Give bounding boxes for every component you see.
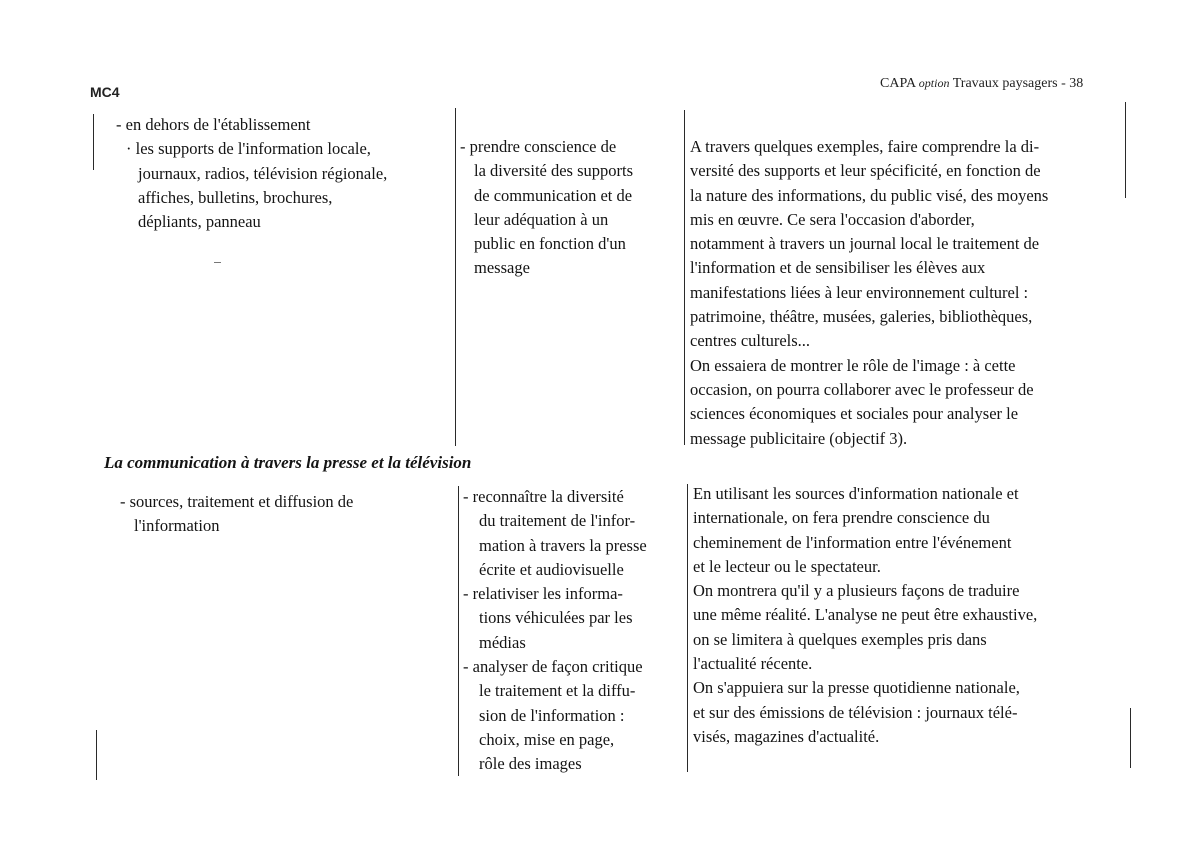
text-line: la diversité des supports: [474, 161, 634, 181]
text-line: - reconnaître la diversité: [463, 487, 624, 506]
text-line: leur adéquation à un: [474, 209, 609, 229]
section-title: La communication à travers la presse et la télévision: [104, 453, 472, 472]
block2-col1: [120, 490, 353, 539]
block1-col2: [460, 135, 633, 281]
text-line: message publicitaire (objectif 3).: [690, 428, 908, 448]
column-divider-2-bottom: [687, 484, 688, 772]
stray-mark: [214, 262, 221, 263]
text-line: A travers quelques exemples, faire comprendre la di-: [690, 137, 1040, 156]
column-divider-2-top: [684, 110, 685, 445]
block2-col3: [693, 482, 1037, 749]
text-line: On montrera qu'il y a plusieurs façons de traduire: [693, 581, 1020, 601]
header-suffix: Travaux paysagers - 38: [952, 76, 1084, 91]
text-line: - en dehors de l'établissement: [116, 115, 311, 134]
block1-col1: [116, 113, 387, 234]
text-line: sciences économiques et sociales pour analyser le: [690, 404, 1019, 424]
text-line: message: [474, 258, 530, 278]
text-line: En utilisant les sources d'information nationale et: [693, 484, 1019, 503]
text-line: de communication et de: [474, 185, 633, 205]
text-line: du traitement de l'infor-: [479, 511, 636, 531]
text-line: l'information: [134, 516, 220, 536]
text-line: et le lecteur ou le spectateur.: [693, 556, 881, 576]
left-border-top: [93, 114, 94, 170]
text-line: choix, mise en page,: [479, 729, 615, 749]
block2-col2: [463, 485, 647, 777]
module-code: MC4: [90, 84, 120, 100]
column-divider-1-top: [455, 108, 456, 446]
text-line: affiches, bulletins, brochures,: [138, 187, 333, 207]
text-line: centres culturels...: [690, 331, 811, 351]
text-line: patrimoine, théâtre, musées, galeries, bibliothèques,: [690, 307, 1033, 327]
header-prefix: CAPA: [880, 76, 916, 91]
text-line: public en fonction d'un: [474, 234, 626, 254]
text-line: On s'appuiera sur la presse quotidienne nationale,: [693, 678, 1020, 698]
text-line: la nature des informations, du public visé, des moyens: [690, 185, 1049, 205]
text-line: internationale, on fera prendre conscience du: [693, 508, 990, 528]
text-line: manifestations liées à leur environnement culturel :: [690, 282, 1029, 302]
text-line: le traitement et la diffu-: [479, 681, 636, 701]
left-border-bottom: [96, 730, 97, 780]
header-italic: option: [918, 76, 950, 90]
text-line: cheminement de l'information entre l'événement: [693, 532, 1012, 552]
text-line: versité des supports et leur spécificité, en fonction de: [690, 161, 1041, 181]
text-line: dépliants, panneau: [138, 212, 261, 232]
text-line: mis en œuvre. Ce sera l'occasion d'aborder,: [690, 209, 975, 229]
text-line: · les supports de l'information locale,: [126, 139, 371, 159]
text-line: l'actualité récente.: [693, 654, 813, 674]
text-line: on se limitera à quelques exemples pris dans: [693, 629, 987, 649]
text-line: - analyser de façon critique: [463, 657, 643, 677]
text-line: rôle des images: [479, 754, 582, 774]
text-line: - prendre conscience de: [460, 137, 617, 156]
text-line: occasion, on pourra collaborer avec le professeur de: [690, 379, 1034, 399]
text-line: notamment à travers un journal local le traitement de: [690, 234, 1040, 254]
right-border-top: [1125, 102, 1126, 198]
text-line: une même réalité. L'analyse ne peut être exhaustive,: [693, 605, 1038, 625]
text-line: l'information et de sensibiliser les élèves aux: [690, 258, 986, 278]
block1-col3: [690, 135, 1048, 451]
text-line: et sur des émissions de télévision : journaux télé-: [693, 702, 1018, 722]
text-line: sion de l'information :: [479, 705, 625, 725]
text-line: journaux, radios, télévision régionale,: [138, 163, 388, 183]
right-border-bottom: [1130, 708, 1131, 768]
running-header: [880, 76, 1130, 92]
text-line: - sources, traitement et diffusion de: [120, 492, 354, 511]
text-line: On essaiera de montrer le rôle de l'image : à cette: [690, 355, 1016, 375]
text-line: mation à travers la presse: [479, 535, 647, 555]
text-line: - relativiser les informa-: [463, 584, 623, 604]
text-line: médias: [479, 632, 526, 652]
column-divider-1-bottom: [458, 486, 459, 776]
text-line: écrite et audiovisuelle: [479, 559, 624, 579]
text-line: tions véhiculées par les: [479, 608, 633, 628]
text-line: visés, magazines d'actualité.: [693, 726, 880, 746]
